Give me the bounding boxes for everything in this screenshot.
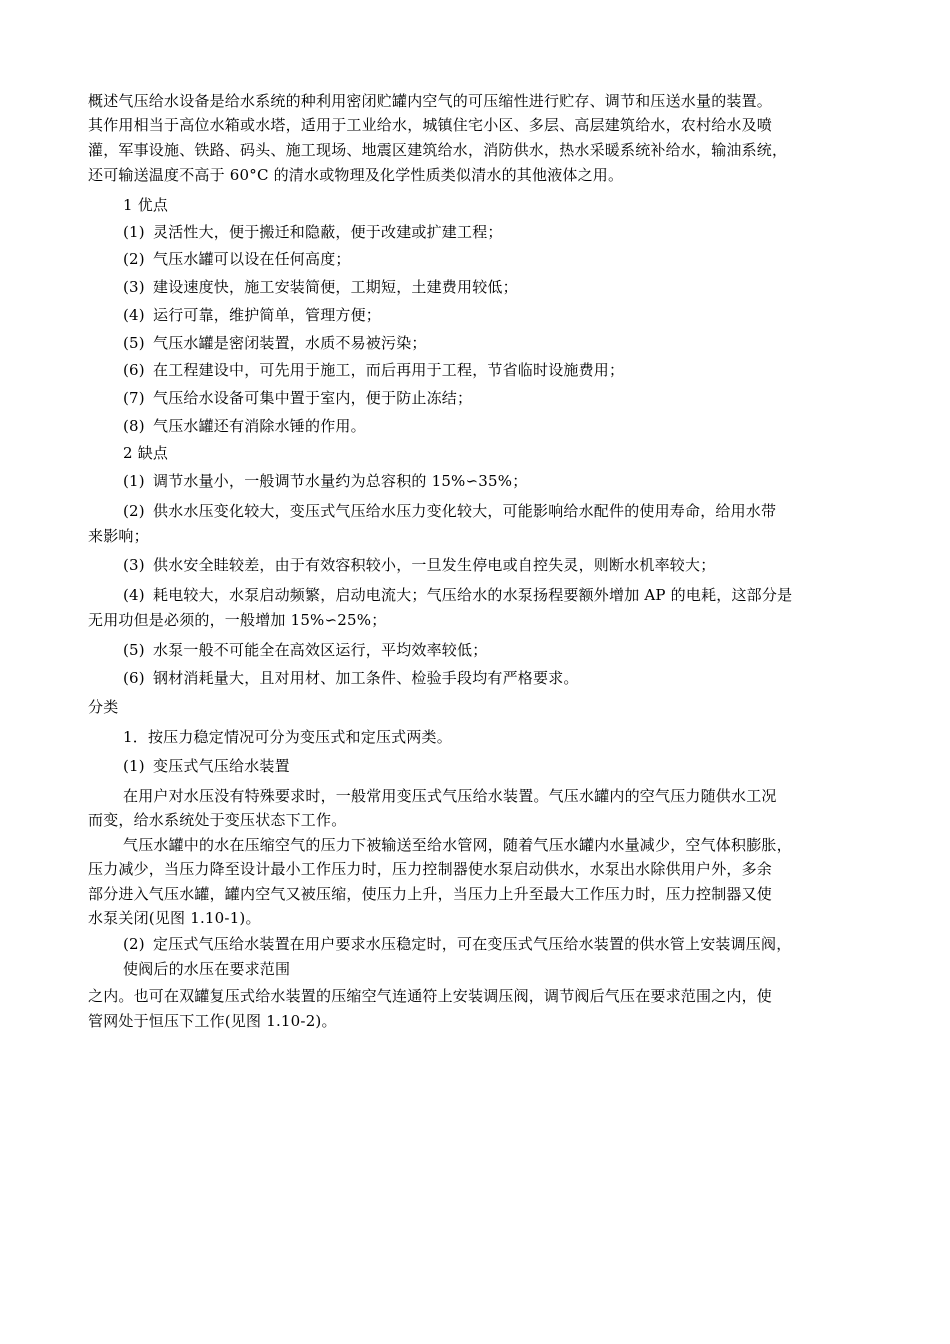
paragraph-line: 压力减少，当压力降至设计最小工作压力时，压力控制器使水泵启动供水，水泵出水除供用户外，多余: [88, 860, 773, 878]
paragraph-line: 在用户对水压没有特殊要求时，一般常用变压式气压给水装置。气压水罐内的空气压力随供水工况: [123, 787, 777, 805]
classification-heading: 分类: [88, 698, 119, 716]
paragraph-line: 水泵关闭(见图 1.10-1)。: [88, 909, 261, 927]
subsection-title: (1) 变压式气压给水装置: [123, 757, 290, 775]
list-item: (5) 气压水罐是密闭装置，水质不易被污染；: [123, 334, 427, 352]
intro-line: 其作用相当于高位水箱或水塔，适用于工业给水，城镇住宅小区、多层、高层建筑给水，农村给水及喷: [88, 116, 773, 134]
list-item: (8) 气压水罐还有消除水锤的作用。: [123, 417, 366, 435]
list-item: (1) 灵活性大，便于搬迁和隐蔽，便于改建或扩建工程；: [123, 223, 503, 241]
list-item: (4) 运行可靠，维护简单，管理方便；: [123, 306, 382, 324]
paragraph-line: 管网处于恒压下工作(见图 1.10-2)。: [88, 1012, 337, 1030]
list-item: (6) 钢材消耗量大，且对用材、加工条件、检验手段均有严格要求。: [123, 669, 579, 687]
list-item: (2) 供水水压变化较大，变压式气压给水压力变化较大，可能影响给水配件的使用寿命，给用水带: [123, 502, 777, 520]
list-item: (5) 水泵一般不可能全在高效区运行，平均效率较低；: [123, 641, 488, 659]
list-item: (3) 建设速度快，施工安装简便，工期短，土建费用较低；: [123, 278, 518, 296]
list-item: (2) 气压水罐可以设在任何高度；: [123, 250, 351, 268]
advantages-heading: 1 优点: [123, 196, 169, 214]
list-item-continuation: 来影响；: [88, 527, 149, 545]
paragraph-line: 使阀后的水压在要求范围: [123, 960, 291, 978]
paragraph-line: 气压水罐中的水在压缩空气的压力下被输送至给水管网，随着气压水罐内水量减少，空气体积膨胀，: [123, 836, 792, 854]
list-item: (1) 调节水量小，一般调节水量约为总容积的 15%∽35%；: [123, 472, 528, 490]
paragraph-line: 而变，给水系统处于变压状态下工作。: [88, 811, 347, 829]
list-item: (3) 供水安全眭较差，由于有效容积较小，一旦发生停电或自控失灵，则断水机率较大；: [123, 556, 716, 574]
list-item: (4) 耗电较大，水泵启动频繁，启动电流大；气压给水的水泵扬程要额外增加 AP 的电耗，这部分是: [123, 586, 793, 604]
list-item: (6) 在工程建设中，可先用于施工，而后再用于工程，节省临时设施费用；: [123, 361, 625, 379]
intro-line: 概述气压给水设备是给水系统的种利用密闭贮罐内空气的可压缩性进行贮存、调节和压送水量的装置。: [88, 92, 773, 110]
disadvantages-heading: 2 缺点: [123, 444, 169, 462]
list-item-continuation: 无用功但是必须的，一般增加 15%∽25%；: [88, 611, 387, 629]
intro-line: 还可输送温度不高于 60°C 的清水或物理及化学性质类似清水的其他液体之用。: [88, 166, 624, 184]
list-item: (7) 气压给水设备可集中置于室内，便于防止冻结；: [123, 389, 473, 407]
classification-item: 1．按压力稳定情况可分为变压式和定压式两类。: [123, 728, 452, 746]
paragraph-line: 部分进入气压水罐，罐内空气又被压缩，使压力上升，当压力上升至最大工作压力时，压力控制器又使: [88, 885, 773, 903]
paragraph-line: (2) 定压式气压给水装置在用户要求水压稳定时，可在变压式气压给水装置的供水管上安装调压阀，: [123, 935, 792, 953]
intro-line: 灌，军事设施、铁路、码头、施工现场、地震区建筑给水，消防供水，热水采暖系统补给水，输油系统，: [88, 141, 788, 159]
paragraph-line: 之内。也可在双罐复压式给水装置的压缩空气连通符上安装调压阀，调节阀后气压在要求范围之内，使: [88, 987, 773, 1005]
